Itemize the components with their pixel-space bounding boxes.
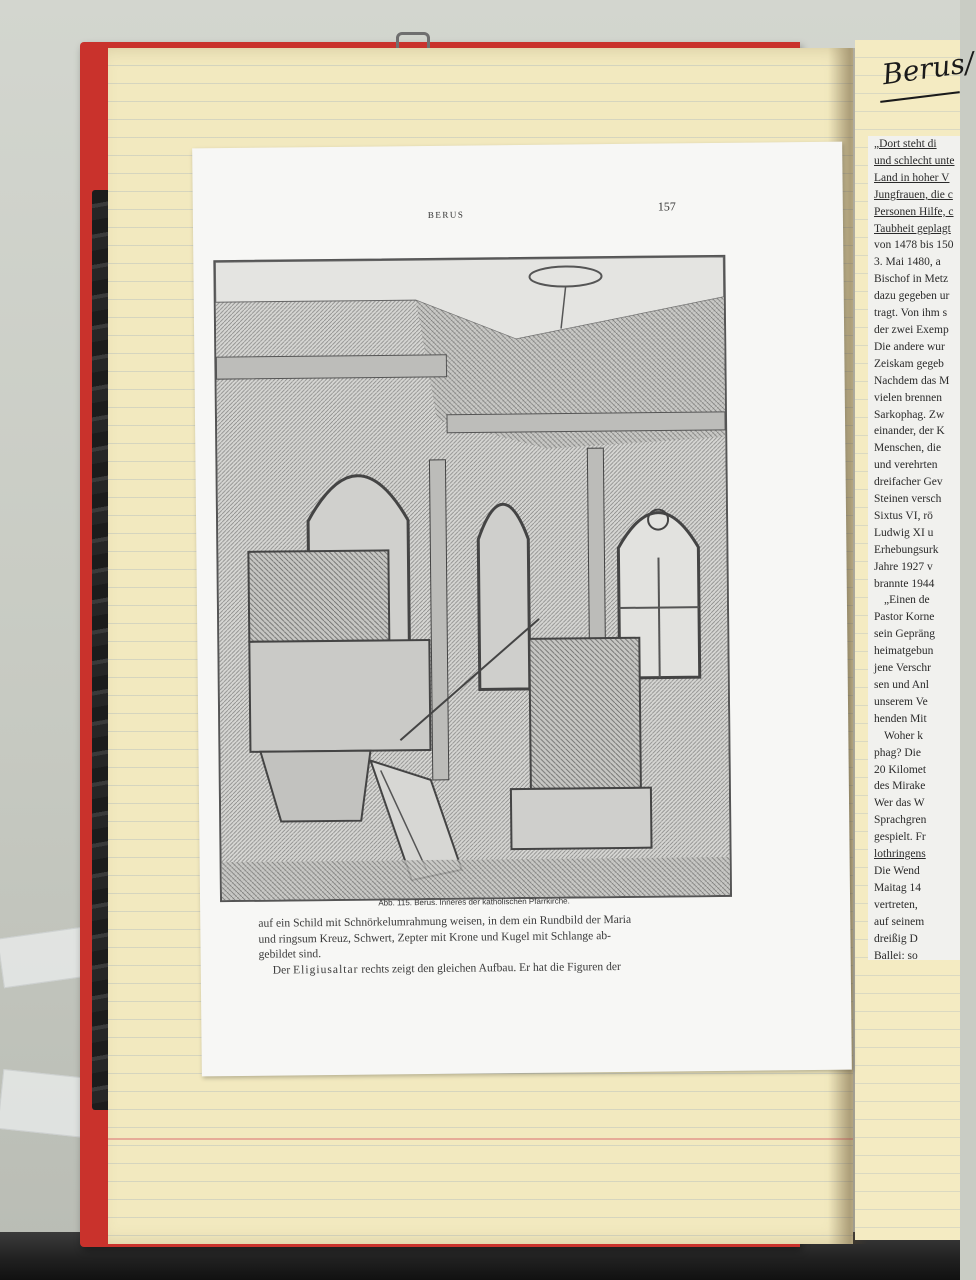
spaced-term: Eligiusaltar xyxy=(292,962,359,976)
clipping-text-line: brannte 1944 xyxy=(874,577,935,590)
clipping-text-line: des Mirake xyxy=(874,780,926,793)
clipping-text-line: Erhebungsurk xyxy=(874,543,939,556)
clipping-text-line: heimatgebun xyxy=(874,645,934,658)
clipping-text-line: der zwei Exemp xyxy=(874,323,949,336)
clipping-text-line: dazu gegeben ur xyxy=(874,290,950,303)
clipping-text-line: Die andere wur xyxy=(874,340,945,353)
clipping-text-line: Bischof in Metz xyxy=(874,273,949,286)
clipping-text-line: dreißig D xyxy=(874,932,918,945)
page-number: 157 xyxy=(657,199,676,214)
text-line: auf ein Schild mit Schnörkelumrahmung weisen, in dem ein Rundbild der Maria xyxy=(258,912,632,930)
clipping-text-line: phag? Die xyxy=(874,746,921,759)
text-fragment: Der xyxy=(272,962,294,977)
figure-caption: Abb. 115. Berus. Inneres der katholischen Pfarrkirche. xyxy=(378,896,570,908)
text-line: und ringsum Kreuz, Schwert, Zepter mit Krone und Kugel mit Schlange ab- xyxy=(258,928,612,946)
clipping-text-line: Taubheit geplagt xyxy=(874,222,951,235)
clipping-text-line: Wer das W xyxy=(874,797,925,810)
church-interior-engraving xyxy=(213,255,732,902)
clipping-text-line: tragt. Von ihm s xyxy=(874,307,948,320)
clipping-text-line: Steinen versch xyxy=(874,493,942,506)
running-head: BERUS xyxy=(427,209,465,220)
clipping-text-line: Menschen, die xyxy=(874,442,942,455)
clipping-text-line: Ludwig XI u xyxy=(874,526,934,539)
clipping-text-line: Pastor Korne xyxy=(874,611,935,624)
text-line: gebildet sind. xyxy=(258,947,322,961)
clipping-text-line: vertreten, xyxy=(874,898,918,911)
clipping-text-line: jene Verschr xyxy=(874,662,931,675)
clipping-text-line: dreifacher Gev xyxy=(874,476,943,489)
clipping-text-line: Ballei: so xyxy=(874,949,918,962)
clipping-body-text xyxy=(258,910,799,978)
clipping-text-line: lothringens xyxy=(874,848,926,861)
clipping-text-line: 20 Kilomet xyxy=(874,763,927,776)
clipping-text-line: gespielt. Fr xyxy=(874,831,926,844)
right-newspaper-clipping xyxy=(868,136,960,960)
clipping-text-line: sein Gepräng xyxy=(874,628,935,641)
margin-rule xyxy=(108,1138,853,1140)
clipping-text-line: Sprachgren xyxy=(874,814,927,827)
clipping-text-line: Sixtus VI, rö xyxy=(874,509,933,522)
clipping-text-line: „Dort steht di xyxy=(874,138,937,150)
clipping-text-line: Die Wend xyxy=(874,864,920,877)
clipping-text-line: Jungfrauen, die c xyxy=(874,188,953,201)
clipping-text-line: Woher k xyxy=(884,729,923,742)
clipping-text-line: Land in hoher V xyxy=(874,171,950,184)
clipping-text-line: sen und Anl xyxy=(874,679,929,691)
handwritten-note: Berus/ xyxy=(880,45,976,92)
clipping-text-line: Sarkophag. Zw xyxy=(874,408,945,421)
clipping-text-line: henden Mit xyxy=(874,712,927,725)
text-fragment: rechts zeigt den gleichen Aufbau. Er hat die Figuren der xyxy=(358,959,621,976)
clipping-text-line: unserem Ve xyxy=(874,695,928,708)
clipping-text-line: Nachdem das M xyxy=(874,374,950,387)
clipping-text-line: „Einen de xyxy=(884,594,930,607)
clipping-text-line: Jahre 1927 v xyxy=(874,560,933,573)
photocopy-clipping xyxy=(192,142,852,1077)
engraving-illustration xyxy=(215,257,730,900)
clipping-text-line: und schlecht unte xyxy=(874,154,955,167)
clipping-text-line: und verehrten xyxy=(874,459,938,472)
clipping-text-line: Maitag 14 xyxy=(874,881,921,894)
clipping-text-line: Personen Hilfe, c xyxy=(874,205,954,218)
clipping-text-line: vielen brennen xyxy=(874,391,943,404)
clipping-text-line: 3. Mai 1480, a xyxy=(874,256,941,269)
clipping-text-line: einander, der K xyxy=(874,425,945,438)
clipping-text-line: auf seinem xyxy=(874,915,925,928)
clipping-text-line: Zeiskam gegeb xyxy=(874,357,944,370)
clipping-text-line: von 1478 bis 150 xyxy=(874,239,954,252)
